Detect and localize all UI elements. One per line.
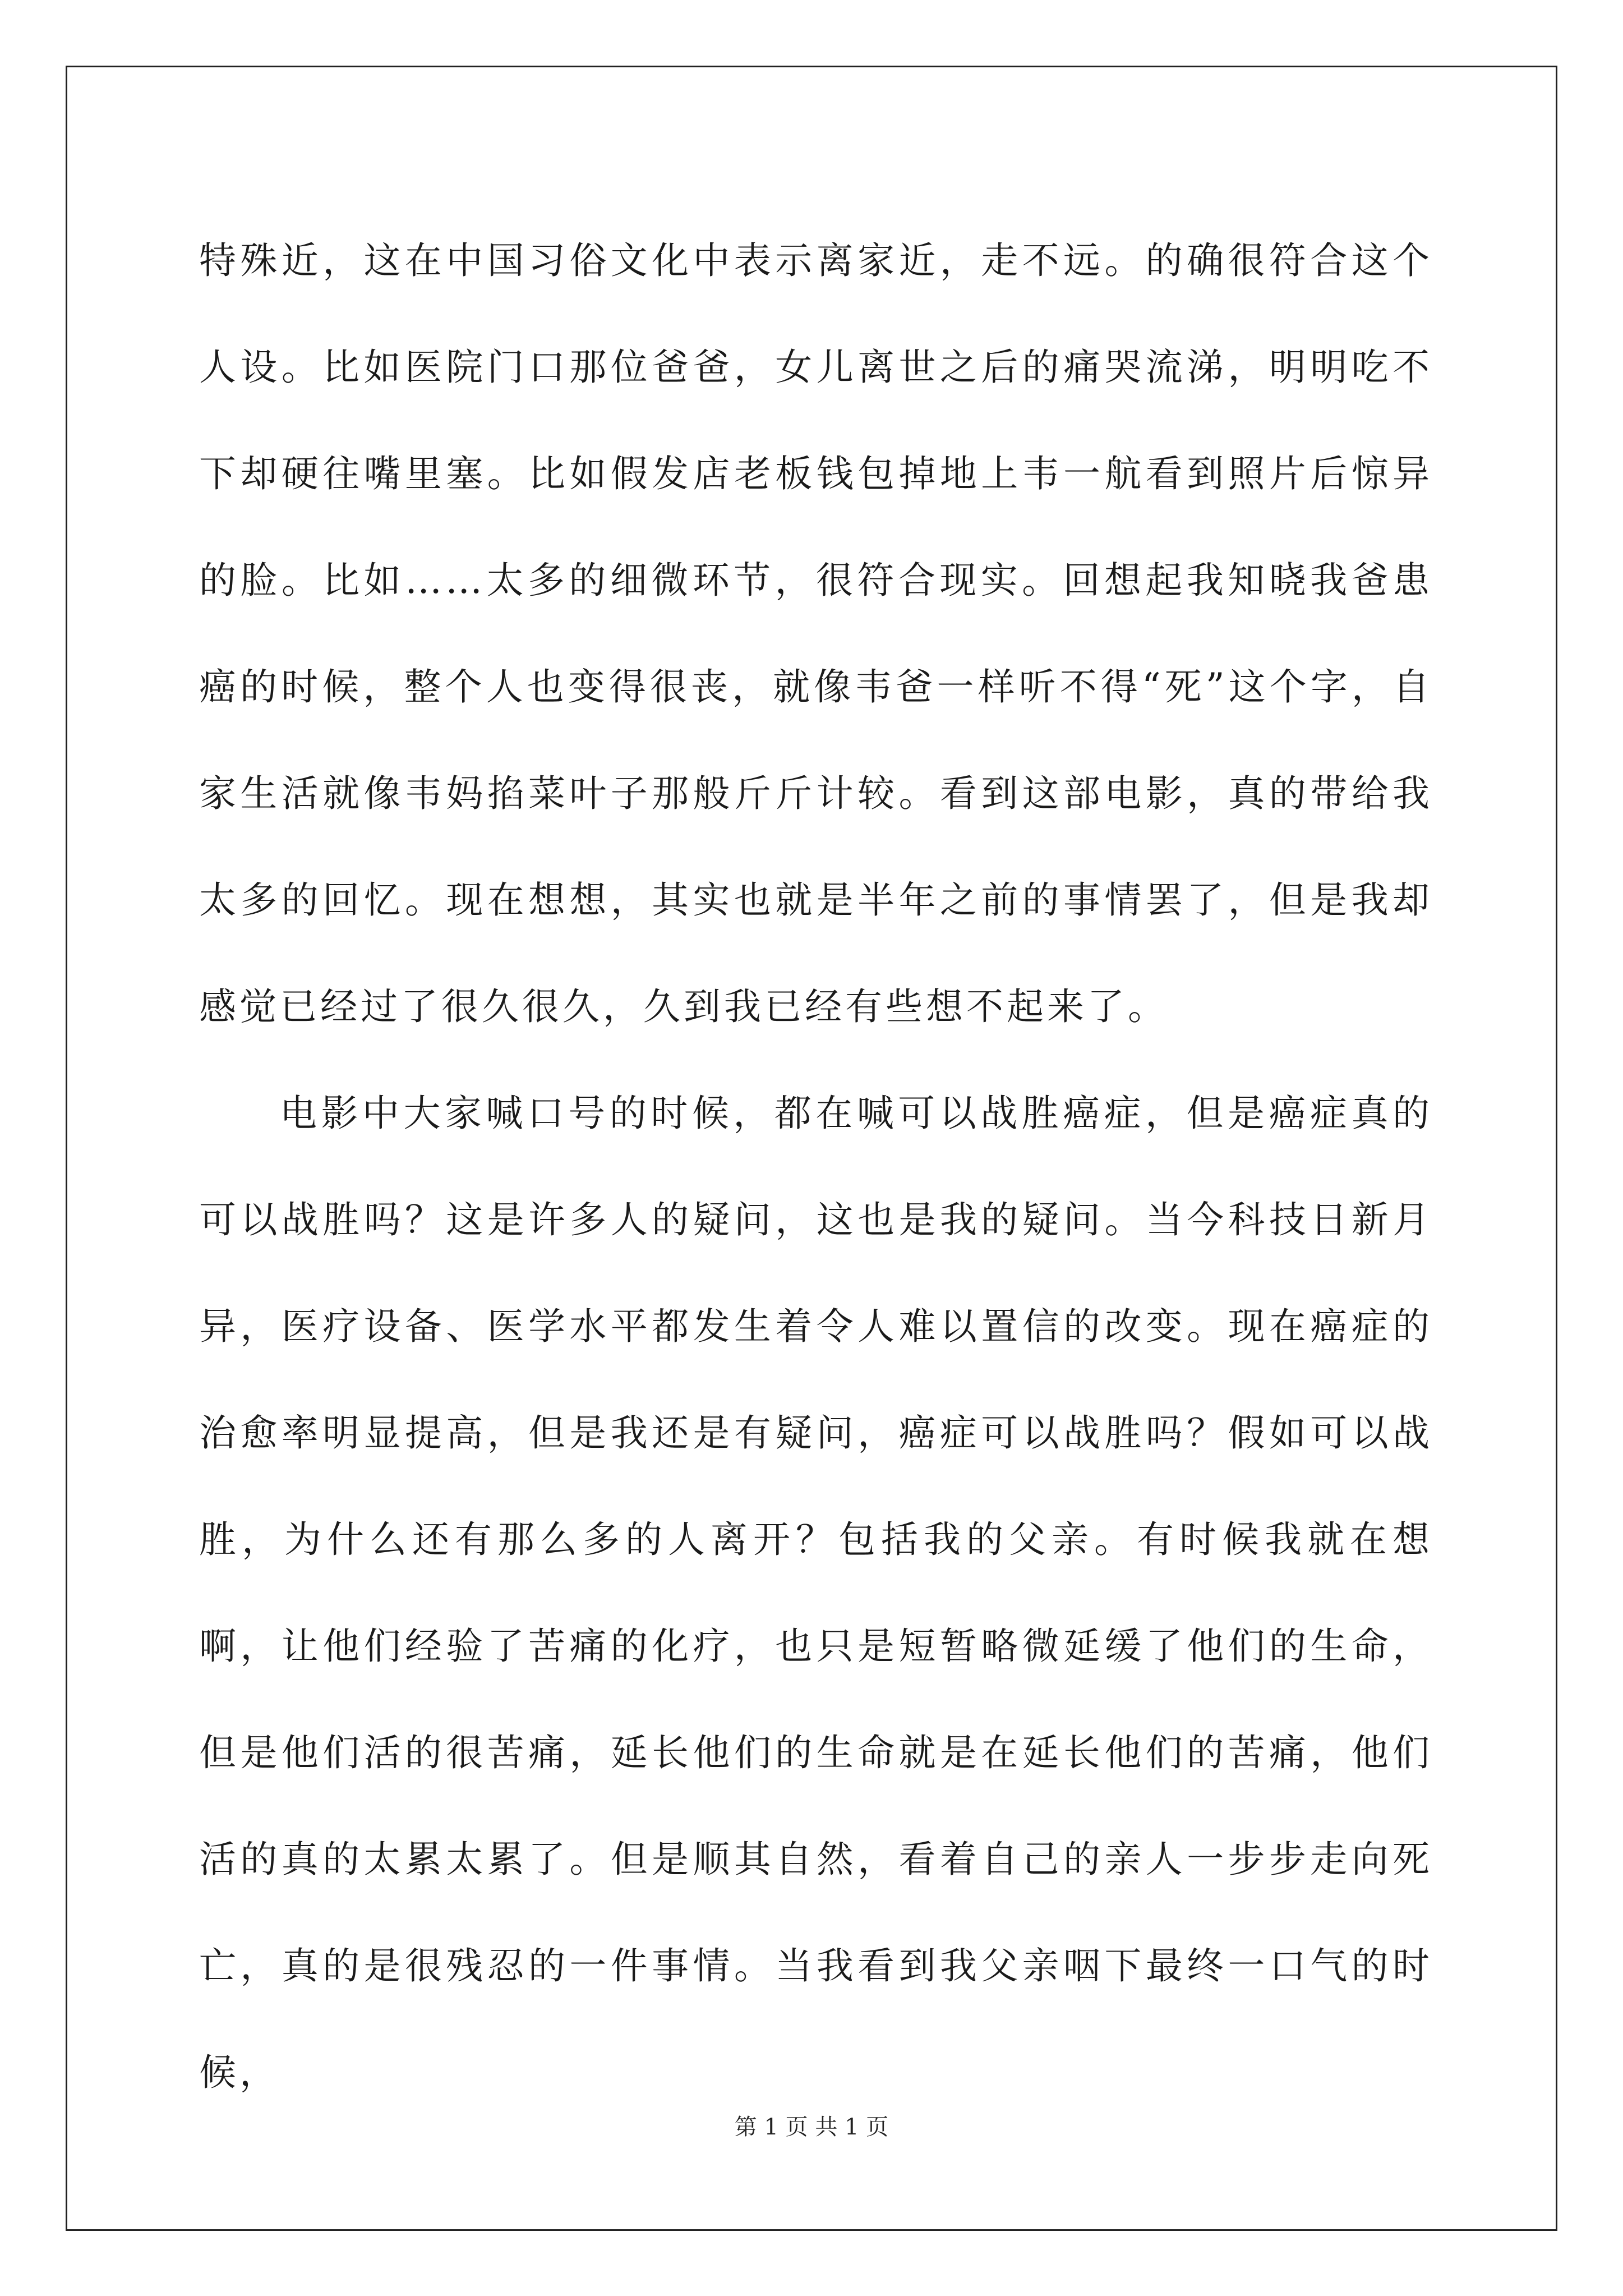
- paragraph-2: 电影中大家喊口号的时候，都在喊可以战胜癌症，但是癌症真的可以战胜吗？这是许多人的疑问，这也是我的疑问。当今科技日新月异，医疗设备、医学水平都发生着令人难以置信的改变。现在癌症的治愈率明显提高，但是我还是有疑问，癌症可以战胜吗？假如可以战胜，为什么还有那么多的人离开？包括我的父亲。有时候我就在想啊，让他们经验了苦痛的化疗，也只是短暂略微延缓了他们的生命，但是他们活的很苦痛，延长他们的生命就是在延长他们的苦痛，他们活的真的太累太累了。但是顺其自然，看着自己的亲人一步步走向死亡，真的是很残忍的一件事情。当我看到我父亲咽下最终一口气的时候，: [199, 1092, 1433, 2094]
- paragraph-1: 特殊近，这在中国习俗文化中表示离家近，走不远。的确很符合这个人设。比如医院门口那位爸爸，女儿离世之后的痛哭流涕，明明吃不下却硬往嘴里塞。比如假发店老板钱包掉地上韦一航看到照片后惊异的脸。比如……太多的细微环节，很符合现实。回想起我知晓我爸患癌的时候，整个人也变得很丧，就像韦爸一样听不得“死”这个字，自家生活就像韦妈掐菜叶子那般斤斤计较。看到这部电影，真的带给我太多的回忆。现在想想，其实也就是半年之前的事情罢了，但是我却感觉已经过了很久很久，久到我已经有些想不起来了。: [199, 239, 1433, 1028]
- page-footer: 第 1 页 共 1 页: [734, 2114, 889, 2140]
- document-body: [199, 208, 1433, 2126]
